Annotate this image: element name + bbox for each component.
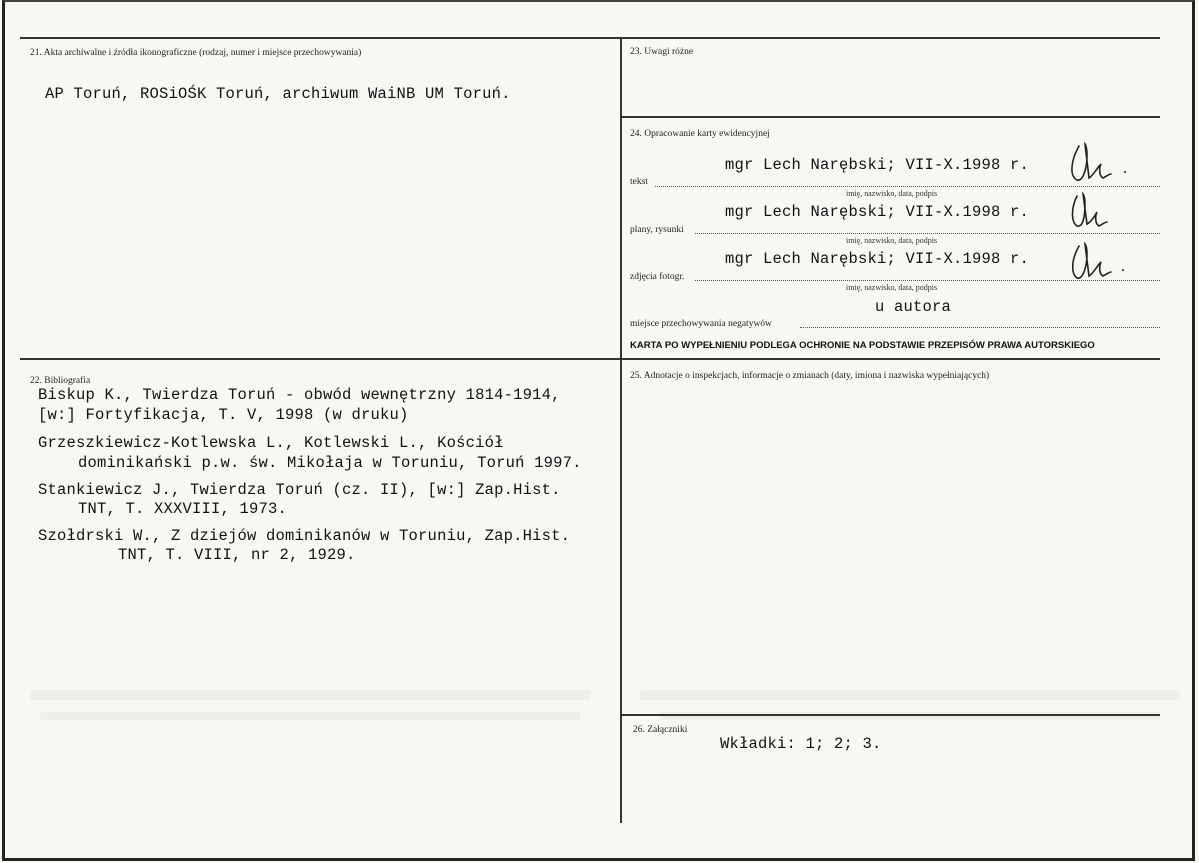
copyright-note: KARTA PO WYPEŁNIENIU PODLEGA OCHRONIE NA PODSTAWIE PRZEPISÓW PRAWA AUTORSKIEGO [630,340,1095,351]
rule-section26-top [620,714,1160,716]
bibliography-entry-1-line1: Biskup K., Twierdza Toruń - obwód wewnętrzny 1814-1914, [38,386,561,404]
page-border [2,0,1195,861]
section24-plans-value: mgr Lech Narębski; VII-X.1998 r. [725,203,1030,221]
section24-photos-label: zdjęcia fotogr. [630,272,685,282]
bibliography-entry-2-line1: Grzeszkiewicz-Kotlewska L., Kotlewski L., Kościół [38,434,504,452]
section24-negatives-dotline [800,327,1160,328]
section26-title: 26. Załączniki [633,725,688,735]
bibliography-entry-3-line1: Stankiewicz J., Twierdza Toruń (cz. II), [w:] Zap.Hist. [38,481,561,499]
bleed-through-mark [30,690,590,700]
rule-middle [20,358,1160,360]
section24-negatives-label: miejsce przechowywania negatywów [630,319,772,329]
signature-mark [1065,238,1145,284]
section26-value: Wkładki: 1; 2; 3. [720,735,882,753]
section24-photos-sub: imię, nazwisko, data, podpis [846,283,938,292]
section24-plans-label: plany, rysunki [630,225,684,235]
section24-text-sub: imię, nazwisko, data, podpis [846,189,938,198]
section25-title: 25. Adnotacje o inspekcjach, informacje o zmianach (daty, imiona i nazwiska wypełniających) [630,371,990,381]
section24-plans-sub: imię, nazwisko, data, podpis [846,236,938,245]
section23-title: 23. Uwagi różne [630,47,694,57]
section21-title: 21. Akta archiwalne i źródła ikonograficzne (rodzaj, numer i miejsce przechowywania) [30,48,362,58]
signature-mark [1065,188,1145,234]
bibliography-entry-3-line2: TNT, T. XXXVIII, 1973. [78,500,288,518]
section24-title: 24. Opracowanie karty ewidencyjnej [630,129,770,139]
section24-text-value: mgr Lech Narębski; VII-X.1998 r. [725,156,1030,174]
bibliography-entry-4-line2: TNT, T. VIII, nr 2, 1929. [118,546,356,564]
bibliography-entry-2-line2: dominikański p.w. św. Mikołaja w Toruniu, Toruń 1997. [78,454,582,472]
section24-text-dotline [655,186,1160,187]
section24-negatives-value: u autora [875,298,952,316]
section21-value: AP Toruń, ROSiOŚK Toruń, archiwum WaiNB UM Toruń. [45,85,511,103]
rule-section24-top [620,116,1160,118]
signature-mark [1065,138,1145,186]
bibliography-entry-4-line1: Szołdrski W., Z dziejów dominikanów w Toruniu, Zap.Hist. [38,527,571,545]
bleed-through-mark [40,712,580,720]
bleed-through-mark [640,690,1180,700]
center-divider [620,37,622,823]
section24-photos-value: mgr Lech Narębski; VII-X.1998 r. [725,250,1030,268]
section22-title: 22. Bibliografia [30,376,91,386]
section24-text-label: tekst [630,177,648,187]
bibliography-entry-1-line2: [w:] Fortyfikacja, T. V, 1998 (w druku) [38,406,409,424]
top-rule [20,37,1160,39]
